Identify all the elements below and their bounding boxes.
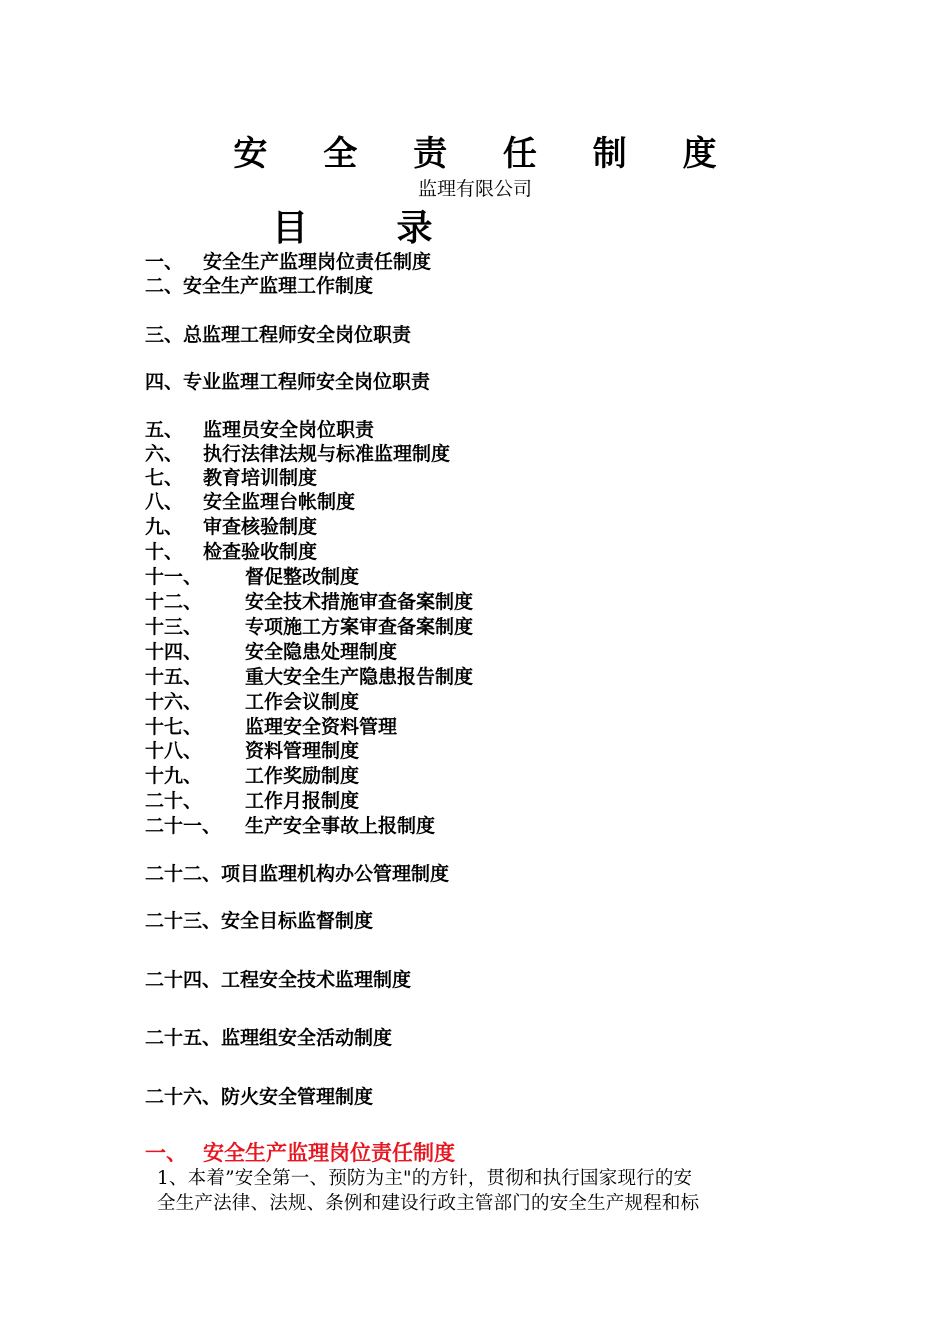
paragraph-line: 1、本着”安全第一、预防为主"的方针，贯彻和执行国家现行的安 bbox=[157, 1168, 693, 1189]
toc-item-number: 二十、 bbox=[145, 790, 203, 812]
toc-item-label: 审查核验制度 bbox=[203, 516, 318, 538]
toc-item-label: 安全隐患处理制度 bbox=[245, 641, 398, 663]
toc-item-number: 十八、 bbox=[145, 740, 203, 762]
toc-item bbox=[145, 862, 449, 886]
toc-item-label: 资料管理制度 bbox=[245, 740, 360, 762]
toc-item-label: 安全技术措施审查备案制度 bbox=[245, 591, 474, 613]
toc-item-number: 十六、 bbox=[145, 691, 203, 713]
toc-item-number: 五、 bbox=[145, 419, 184, 441]
toc-item-label: 监理安全资料管理 bbox=[245, 716, 398, 738]
section-number: 一、 bbox=[145, 1140, 187, 1165]
toc-item-label: 工作会议制度 bbox=[245, 691, 360, 713]
toc-item bbox=[145, 490, 355, 514]
toc-item-label: 教育培训制度 bbox=[203, 467, 318, 489]
document-title: 安 全 责 任 制 度 bbox=[233, 134, 739, 174]
toc-item bbox=[145, 690, 359, 714]
toc-item-label: 检查验收制度 bbox=[203, 541, 318, 563]
toc-item bbox=[145, 323, 411, 347]
toc-item-label: 防火安全管理制度 bbox=[221, 1086, 374, 1108]
toc-item bbox=[145, 789, 359, 813]
toc-item-number: 十一、 bbox=[145, 566, 203, 588]
toc-item-number: 十五、 bbox=[145, 666, 203, 688]
toc-item bbox=[145, 466, 317, 490]
toc-item-number: 十三、 bbox=[145, 616, 203, 638]
toc-item-number: 七、 bbox=[145, 467, 184, 489]
section-paragraph bbox=[157, 1166, 817, 1216]
toc-item-label: 督促整改制度 bbox=[245, 566, 360, 588]
toc-item bbox=[145, 640, 397, 664]
toc-item-label: 专项施工方案审查备案制度 bbox=[245, 616, 474, 638]
toc-item-number: 二十六、 bbox=[145, 1086, 222, 1108]
toc-title: 目 录 bbox=[272, 207, 471, 249]
toc-item-number: 九、 bbox=[145, 516, 184, 538]
toc-item-number: 十四、 bbox=[145, 641, 203, 663]
toc-item bbox=[145, 909, 373, 933]
toc-item-label: 监理组安全活动制度 bbox=[221, 1027, 393, 1049]
toc-item-label: 专业监理工程师安全岗位职责 bbox=[183, 371, 431, 393]
toc-item-number: 二十二、 bbox=[145, 863, 222, 885]
toc-item bbox=[145, 615, 473, 639]
toc-item-label: 工作月报制度 bbox=[245, 790, 360, 812]
toc-item bbox=[145, 1026, 392, 1050]
toc-item-label: 安全目标监督制度 bbox=[221, 910, 374, 932]
toc-item-label: 安全生产监理工作制度 bbox=[183, 275, 374, 297]
company-name: 监理有限公司 bbox=[417, 178, 532, 200]
toc-item bbox=[145, 370, 430, 394]
toc-item-number: 三、 bbox=[145, 324, 184, 346]
toc-item bbox=[145, 565, 359, 589]
toc-item bbox=[145, 418, 374, 442]
toc-item bbox=[145, 715, 397, 739]
toc-item-number: 八、 bbox=[145, 491, 184, 513]
toc-item-number: 二十一、 bbox=[145, 815, 222, 837]
toc-item bbox=[145, 250, 431, 274]
toc-item-label: 执行法律法规与标准监理制度 bbox=[203, 443, 451, 465]
toc-item-label: 生产安全事故上报制度 bbox=[245, 815, 436, 837]
toc-item bbox=[145, 442, 450, 466]
toc-item-number: 二十四、 bbox=[145, 969, 222, 991]
toc-item-label: 安全监理台帐制度 bbox=[203, 491, 356, 513]
toc-item bbox=[145, 515, 317, 539]
toc-item-label: 工程安全技术监理制度 bbox=[221, 969, 412, 991]
toc-item bbox=[145, 665, 473, 689]
toc-item-number: 六、 bbox=[145, 443, 184, 465]
toc-item-number: 二十三、 bbox=[145, 910, 222, 932]
toc-item-label: 项目监理机构办公管理制度 bbox=[221, 863, 450, 885]
section-heading bbox=[145, 1140, 455, 1166]
toc-item-label: 总监理工程师安全岗位职责 bbox=[183, 324, 412, 346]
toc-item-number: 一、 bbox=[145, 251, 184, 273]
toc-item bbox=[145, 274, 373, 298]
toc-item-number: 二、 bbox=[145, 275, 184, 297]
section-title: 安全生产监理岗位责任制度 bbox=[203, 1140, 455, 1165]
toc-item-label: 监理员安全岗位职责 bbox=[203, 419, 375, 441]
toc-item-label: 安全生产监理岗位责任制度 bbox=[203, 251, 432, 273]
toc-item bbox=[145, 764, 359, 788]
toc-item-label: 重大安全生产隐患报告制度 bbox=[245, 666, 474, 688]
toc-item-number: 十九、 bbox=[145, 765, 203, 787]
toc-item-label: 工作奖励制度 bbox=[245, 765, 360, 787]
toc-item bbox=[145, 968, 411, 992]
toc-item-number: 二十五、 bbox=[145, 1027, 222, 1049]
toc-item-number: 四、 bbox=[145, 371, 184, 393]
toc-item-number: 十、 bbox=[145, 541, 184, 563]
toc-item bbox=[145, 1085, 373, 1109]
toc-item bbox=[145, 590, 473, 614]
toc-item-number: 十二、 bbox=[145, 591, 203, 613]
toc-item-number: 十七、 bbox=[145, 716, 203, 738]
toc-item bbox=[145, 540, 317, 564]
paragraph-line: 全生产法律、法规、条例和建设行政主管部门的安全生产规程和标 bbox=[157, 1193, 700, 1214]
toc-item bbox=[145, 739, 359, 763]
toc-item bbox=[145, 814, 435, 838]
